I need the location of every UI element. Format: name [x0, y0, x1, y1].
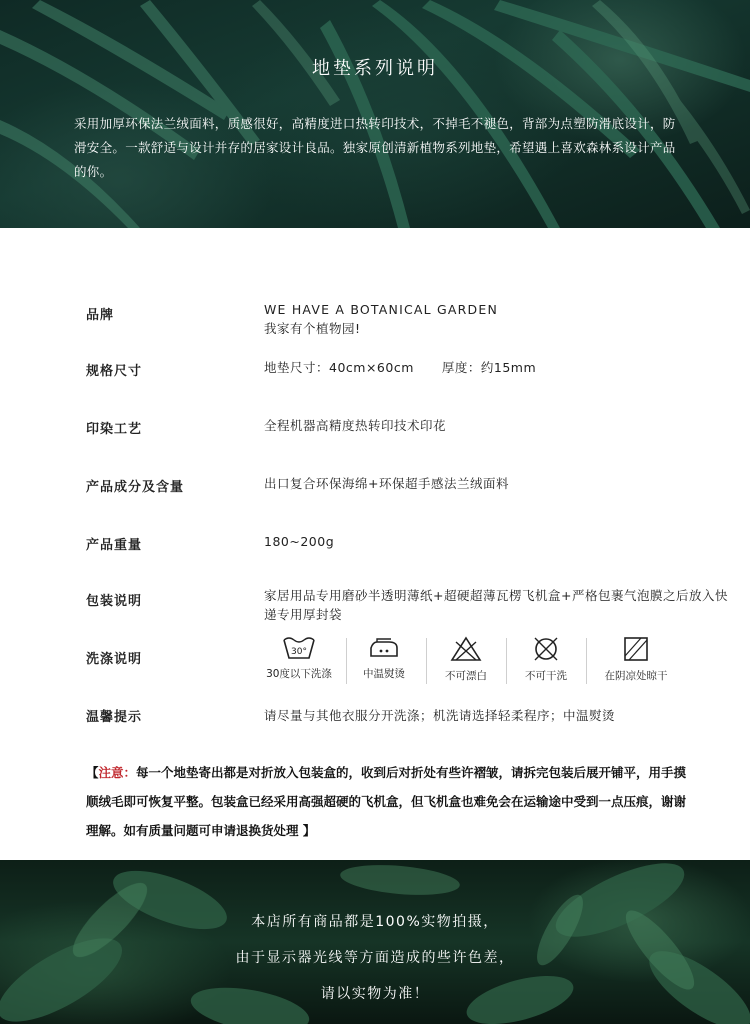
spec-label-brand: 品牌 [86, 308, 115, 323]
no-bleach-caption: 不可漂白 [445, 670, 487, 682]
spec-value-brand [264, 300, 734, 338]
spec-value-printing: 全程机器高精度热转印技术印花 [264, 418, 447, 433]
triangle-cross-icon [449, 636, 483, 662]
wash-30-caption: 30度以下洗涤 [266, 668, 332, 680]
no-dry-clean-icon [516, 636, 576, 688]
footer-disclaimer [0, 904, 750, 1012]
iron-icon [367, 636, 401, 660]
spec-label-weight: 产品重量 [86, 538, 143, 553]
brand-name-en: WE HAVE A BOTANICAL GARDEN [264, 302, 498, 317]
brand-name-cn: 我家有个植物园! [264, 321, 361, 336]
shade-dry-icon [598, 636, 674, 688]
footer-line-1: 本店所有商品都是100%实物拍摄， [251, 914, 499, 930]
wash-temp-text: 30° [291, 647, 307, 657]
top-banner [0, 0, 750, 228]
footer-banner [0, 860, 750, 1024]
mat-dimension: 地垫尺寸：40cm×60cm [264, 360, 414, 375]
wash-divider [586, 638, 587, 684]
spec-table [0, 228, 750, 860]
wash-30-icon [264, 636, 334, 688]
spec-value-weight: 180~200g [264, 534, 335, 549]
footer-line-3: 请以实物为准！ [320, 986, 430, 1002]
spec-label-tips: 温馨提示 [86, 710, 143, 725]
shipping-notice [86, 758, 696, 845]
spec-value-size [264, 358, 734, 377]
notice-prefix: 注意： [98, 765, 137, 780]
wash-divider [426, 638, 427, 684]
wash-tub-icon [282, 636, 316, 660]
mat-thickness: 厚度：约15mm [441, 360, 537, 375]
wash-icons [264, 636, 684, 696]
spec-value-packaging: 家居用品专用磨砂半透明薄纸+超硬超薄瓦楞飞机盒+严格包裹气泡膜之后放入快递专用厚封袋 [264, 588, 728, 622]
wash-divider [346, 638, 347, 684]
wash-divider [506, 638, 507, 684]
iron-medium-caption: 中温熨烫 [363, 668, 405, 680]
spec-value-tips: 请尽量与其他衣服分开洗涤；机洗请选择轻柔程序；中温熨烫 [264, 708, 616, 723]
iron-medium-icon [354, 636, 414, 688]
banner-description: 采用加厚环保法兰绒面料，质感很好，高精度进口热转印技术，不掉毛不褪色，背部为点塑防滑底设计，防滑安全。一款舒适与设计并存的居家设计良品。独家原创清新植物系列地垫，希望遇上喜欢森林系设计产品的你。 [74, 116, 676, 179]
spec-label-washing: 洗涤说明 [86, 652, 143, 667]
spec-label-printing: 印染工艺 [86, 422, 143, 437]
footer-line-2: 由于显示器光线等方面造成的些许色差， [235, 950, 515, 966]
spec-label-material: 产品成分及含量 [86, 480, 185, 495]
spec-label-size: 规格尺寸 [86, 364, 143, 379]
spec-value-material: 出口复合环保海绵+环保超手感法兰绒面料 [264, 476, 509, 491]
notice-text: 每一个地垫寄出都是对折放入包装盒的，收到后对折处有些许褶皱，请拆完包装后展开铺平，用手摸顺绒毛即可恢复平整。包装盒已经采用高强超硬的飞机盒，但飞机盒也难免会在运输途中受到一点压痕，谢谢理解。如有质量问题可申请退换货处理 】 [86, 765, 687, 838]
shade-dry-caption: 在阴凉处晾干 [604, 670, 668, 682]
no-dry-clean-caption: 不可干洗 [525, 670, 567, 682]
circle-cross-icon [529, 636, 563, 662]
square-shade-icon [619, 636, 653, 662]
notice-open-bracket: 【 [86, 765, 99, 780]
banner-title: 地垫系列说明 [312, 58, 438, 79]
no-bleach-icon [436, 636, 496, 688]
spec-label-packaging: 包装说明 [86, 594, 143, 609]
